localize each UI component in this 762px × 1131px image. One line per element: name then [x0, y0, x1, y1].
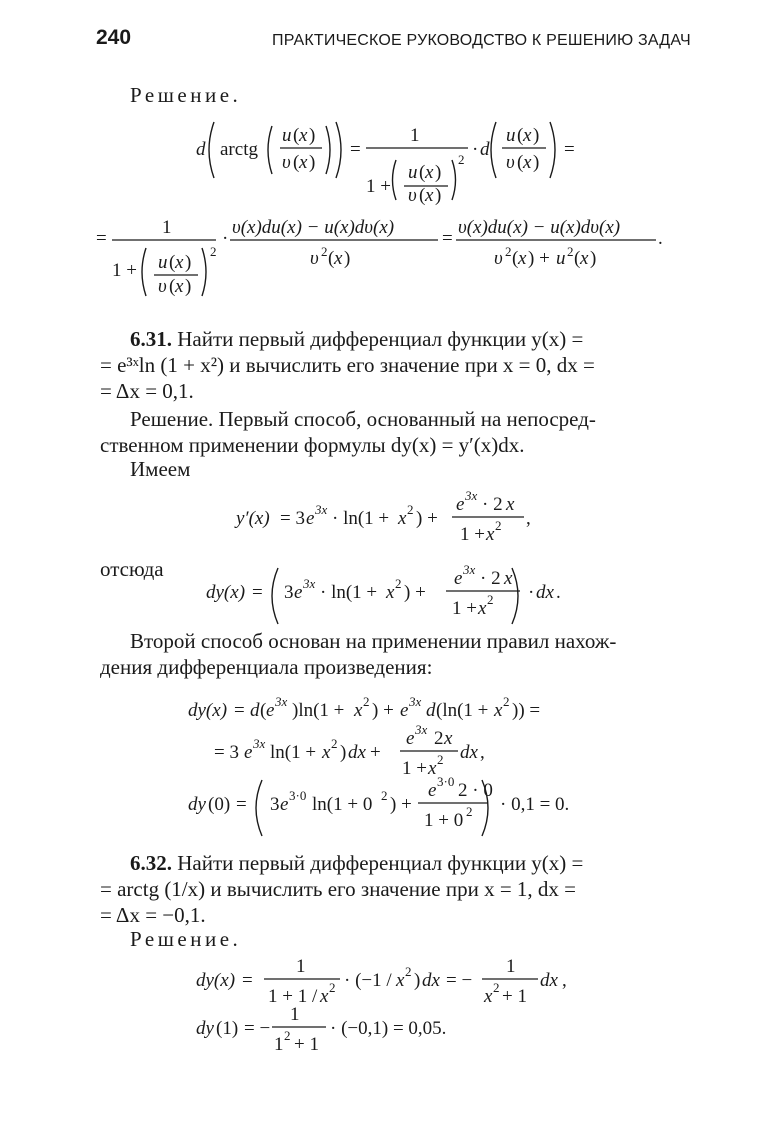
svg-text:· 0,1 = 0.: · 0,1 = 0. — [500, 794, 570, 815]
svg-text:)) =: )) = — [512, 700, 541, 721]
svg-text:u: u — [158, 252, 168, 273]
svg-text:1: 1 — [274, 1034, 284, 1055]
svg-text:=: = — [96, 228, 107, 249]
svg-text:(: ( — [517, 125, 524, 146]
svg-text:arctg: arctg — [220, 139, 258, 160]
svg-text:x: x — [322, 742, 331, 763]
svg-text:3x: 3x — [415, 722, 428, 737]
svg-text:3x: 3x — [253, 736, 266, 751]
svg-text:dx: dx — [540, 970, 558, 991]
svg-text:) +: ) + — [416, 508, 438, 529]
svg-text:x: x — [494, 700, 503, 721]
problem-632-line3: = Δx = −0,1. — [100, 903, 206, 927]
svg-text:x: x — [428, 758, 437, 779]
svg-text:2: 2 — [329, 980, 336, 995]
svg-text:+: + — [370, 742, 381, 763]
svg-text:,: , — [480, 742, 485, 763]
problem-631-line2: = e³ˣln (1 + x²) и вычислить его значение при x = 0, dx = — [100, 353, 595, 377]
svg-text:) +: ) + — [372, 700, 394, 721]
svg-text:(ln(1 +: (ln(1 + — [436, 700, 489, 721]
svg-text:u: u — [408, 162, 418, 183]
svg-text:d: d — [196, 139, 206, 160]
svg-text:): ) — [185, 276, 192, 297]
svg-text:1 + 0: 1 + 0 — [424, 810, 464, 831]
svg-text:2: 2 — [437, 752, 444, 767]
svg-text:x: x — [504, 568, 513, 589]
svg-text:e: e — [428, 780, 437, 801]
svg-text:· ln(1 +: · ln(1 + — [320, 582, 378, 603]
svg-text:x: x — [334, 248, 343, 269]
svg-text:= 3: = 3 — [214, 742, 239, 763]
svg-text:x: x — [299, 125, 308, 146]
formula-4 — [188, 694, 540, 779]
svg-text:) +: ) + — [528, 248, 550, 269]
svg-text:(: ( — [260, 700, 267, 721]
svg-text:υ: υ — [282, 152, 291, 173]
second-method-line2: дения дифференциала произведения: — [100, 655, 433, 679]
problem-631-solution-line2: ственном применении формулы dy(x) = y′(x)dx. — [100, 433, 525, 457]
svg-text:3·0: 3·0 — [437, 774, 455, 789]
svg-text:=: = — [564, 139, 575, 160]
svg-text:(: ( — [169, 276, 176, 297]
svg-text:x: x — [299, 152, 308, 173]
svg-text:2: 2 — [284, 1028, 291, 1043]
svg-text:(: ( — [574, 248, 581, 269]
svg-text:υ: υ — [506, 152, 515, 173]
svg-text:ln(1 +: ln(1 + — [270, 742, 317, 763]
svg-text:2: 2 — [503, 694, 510, 709]
svg-text:x: x — [444, 728, 453, 749]
svg-text:=: = — [234, 700, 245, 721]
svg-text:+ 1: + 1 — [502, 986, 527, 1007]
svg-text:3: 3 — [284, 582, 294, 603]
svg-text:1 +: 1 + — [366, 176, 391, 197]
svg-text:υ: υ — [158, 276, 167, 297]
svg-text:e: e — [456, 494, 465, 515]
svg-text:· (−1 /: · (−1 / — [344, 970, 392, 991]
svg-text:ln(1 + 0: ln(1 + 0 — [312, 794, 373, 815]
svg-text:) +: ) + — [390, 794, 412, 815]
svg-text:(0): (0) — [208, 794, 231, 815]
svg-text:dx: dx — [460, 742, 478, 763]
svg-text:1 +: 1 + — [112, 260, 137, 281]
svg-text:2: 2 — [567, 244, 574, 259]
svg-text:u: u — [556, 248, 566, 269]
running-title: ПРАКТИЧЕСКОЕ РУКОВОДСТВО К РЕШЕНИЮ ЗАДАЧ — [272, 32, 691, 49]
svg-text:,: , — [562, 970, 567, 991]
problem-631-text1: Найти первый дифференциал функции y(x) = — [177, 327, 584, 351]
svg-text:(: ( — [512, 248, 519, 269]
svg-text:): ) — [533, 125, 540, 146]
svg-text:u: u — [506, 125, 516, 146]
svg-text:2: 2 — [434, 728, 444, 749]
svg-text:)ln(1 +: )ln(1 + — [292, 700, 345, 721]
svg-text:,: , — [526, 508, 531, 529]
svg-text:= −: = − — [244, 1018, 271, 1039]
svg-text:x: x — [478, 598, 487, 619]
problem-632-text1: Найти первый дифференциал функции y(x) = — [177, 851, 584, 875]
svg-text:3x: 3x — [409, 694, 422, 709]
svg-text:dy: dy — [196, 1018, 214, 1039]
svg-text:2: 2 — [495, 518, 502, 533]
svg-text:d: d — [426, 700, 436, 721]
svg-text:): ) — [309, 152, 316, 173]
svg-text:3x: 3x — [303, 576, 316, 591]
svg-text:): ) — [340, 742, 347, 763]
svg-text:): ) — [533, 152, 540, 173]
svg-text:3x: 3x — [275, 694, 288, 709]
svg-text:x: x — [523, 152, 532, 173]
svg-text:2: 2 — [466, 804, 473, 819]
svg-text:1: 1 — [162, 217, 172, 238]
svg-text:=: = — [350, 139, 361, 160]
svg-text:dy(x): dy(x) — [188, 700, 228, 721]
svg-text:1 + 1 /: 1 + 1 / — [268, 986, 318, 1007]
svg-text:1 +: 1 + — [452, 598, 477, 619]
svg-text:2: 2 — [331, 736, 338, 751]
svg-text:2: 2 — [405, 964, 412, 979]
svg-text:x: x — [523, 125, 532, 146]
svg-text:): ) — [590, 248, 597, 269]
solution-label-632: Решение. — [130, 927, 242, 951]
formula-6 — [196, 956, 567, 1007]
svg-text:2: 2 — [395, 576, 402, 591]
svg-text:υ: υ — [408, 185, 417, 206]
svg-text:3x: 3x — [315, 502, 328, 517]
problem-631-number: 6.31. — [130, 327, 172, 351]
svg-text:(: ( — [517, 152, 524, 173]
svg-text:3·0: 3·0 — [289, 788, 307, 803]
svg-text:d: d — [250, 700, 260, 721]
problem-631-line3: = Δx = 0,1. — [100, 379, 194, 403]
svg-text:e: e — [244, 742, 253, 763]
svg-text:) +: ) + — [404, 582, 426, 603]
solution-label-1: Решение. — [130, 83, 242, 107]
formula-7 — [196, 1004, 446, 1055]
svg-text:x: x — [486, 524, 495, 545]
svg-text:dy(x): dy(x) — [196, 970, 236, 991]
svg-text:x: x — [175, 276, 184, 297]
svg-text:): ) — [344, 248, 351, 269]
svg-text:1 +: 1 + — [460, 524, 485, 545]
svg-text:y′(x): y′(x) — [236, 508, 270, 529]
svg-text:dx: dx — [536, 582, 554, 603]
svg-text:x: x — [580, 248, 589, 269]
svg-text:): ) — [309, 125, 316, 146]
svg-text:x: x — [425, 185, 434, 206]
svg-text:x: x — [175, 252, 184, 273]
svg-text:υ: υ — [494, 248, 503, 269]
svg-text:3: 3 — [270, 794, 280, 815]
svg-text:2: 2 — [363, 694, 370, 709]
svg-text:2: 2 — [487, 592, 494, 607]
svg-text:e: e — [266, 700, 275, 721]
svg-text:(1): (1) — [216, 1018, 239, 1039]
formula-1 — [196, 122, 575, 206]
problem-632-line1 — [130, 850, 583, 876]
svg-text:+ 1: + 1 — [294, 1034, 319, 1055]
svg-text:u: u — [282, 125, 292, 146]
svg-text:· 2: · 2 — [482, 494, 503, 515]
hence-text: отсюда — [100, 557, 164, 581]
svg-text:1: 1 — [410, 125, 420, 146]
formula-3 — [206, 562, 561, 624]
svg-text:=: = — [242, 970, 253, 991]
svg-text:(: ( — [169, 252, 176, 273]
svg-text:e: e — [306, 508, 315, 529]
svg-text:.: . — [658, 228, 663, 249]
svg-text:e: e — [406, 728, 415, 749]
svg-text:·: · — [528, 582, 535, 603]
svg-text:x: x — [386, 582, 395, 603]
svg-text:): ) — [435, 185, 442, 206]
svg-text:= −: = − — [446, 970, 473, 991]
formula-1-continued — [96, 217, 663, 297]
svg-text:.: . — [556, 582, 561, 603]
svg-text:· ln(1 +: · ln(1 + — [332, 508, 390, 529]
problem-631-solution-line1: Решение. Первый способ, основанный на непосред- — [130, 407, 596, 431]
svg-text:dx: dx — [348, 742, 366, 763]
svg-text:3x: 3x — [465, 488, 478, 503]
svg-text:(: ( — [293, 152, 300, 173]
svg-text:): ) — [435, 162, 442, 183]
svg-text:2 · 0: 2 · 0 — [458, 780, 493, 801]
problem-632-line2: = arctg (1/x) и вычислить его значение при x = 1, dx = — [100, 877, 577, 901]
svg-text:·: · — [472, 139, 479, 160]
svg-text:2: 2 — [321, 244, 328, 259]
svg-text:2: 2 — [407, 502, 414, 517]
svg-text:e: e — [454, 568, 463, 589]
svg-text:1 +: 1 + — [402, 758, 427, 779]
svg-text:dy: dy — [188, 794, 206, 815]
svg-text:· 2: · 2 — [480, 568, 501, 589]
svg-text:x: x — [396, 970, 405, 991]
svg-text:υ(x)du(x) − u(x)dυ(x): υ(x)du(x) − u(x)dυ(x) — [232, 217, 395, 238]
svg-text:dy(x): dy(x) — [206, 582, 246, 603]
problem-632-number: 6.32. — [130, 851, 172, 875]
have-text: Имеем — [130, 457, 191, 481]
svg-text:·: · — [222, 228, 229, 249]
svg-text:3x: 3x — [463, 562, 476, 577]
svg-text:x: x — [398, 508, 407, 529]
svg-text:x: x — [320, 986, 329, 1007]
second-method-line1: Второй способ основан на применении правил нахож- — [130, 629, 617, 653]
svg-text:2: 2 — [458, 152, 465, 167]
svg-text:x: x — [518, 248, 527, 269]
svg-text:e: e — [280, 794, 289, 815]
svg-text:x: x — [425, 162, 434, 183]
svg-text:x: x — [354, 700, 363, 721]
svg-text:· (−0,1) = 0,05.: · (−0,1) = 0,05. — [330, 1018, 447, 1039]
svg-text:=: = — [236, 794, 247, 815]
svg-text:(: ( — [328, 248, 335, 269]
svg-text:x: x — [484, 986, 493, 1007]
svg-text:d: d — [480, 139, 490, 160]
svg-text:=: = — [252, 582, 263, 603]
svg-text:2: 2 — [381, 788, 388, 803]
svg-text:2: 2 — [210, 244, 217, 259]
svg-text:2: 2 — [505, 244, 512, 259]
svg-text:e: e — [400, 700, 409, 721]
problem-631-line1 — [130, 326, 583, 352]
svg-text:dx: dx — [422, 970, 440, 991]
svg-text:υ(x)du(x) − u(x)dυ(x): υ(x)du(x) − u(x)dυ(x) — [458, 217, 621, 238]
svg-text:1: 1 — [506, 956, 516, 977]
svg-text:1: 1 — [290, 1004, 300, 1025]
svg-text:(: ( — [419, 162, 426, 183]
svg-text:e: e — [294, 582, 303, 603]
svg-text:υ: υ — [310, 248, 319, 269]
svg-text:): ) — [414, 970, 421, 991]
svg-text:2: 2 — [493, 980, 500, 995]
svg-text:): ) — [185, 252, 192, 273]
svg-text:x: x — [506, 494, 515, 515]
formula-5 — [188, 774, 569, 836]
svg-text:(: ( — [293, 125, 300, 146]
page-number: 240 — [96, 26, 132, 49]
svg-text:= 3: = 3 — [280, 508, 305, 529]
svg-text:(: ( — [419, 185, 426, 206]
formula-2 — [234, 488, 531, 545]
svg-text:=: = — [442, 228, 453, 249]
svg-text:1: 1 — [296, 956, 306, 977]
